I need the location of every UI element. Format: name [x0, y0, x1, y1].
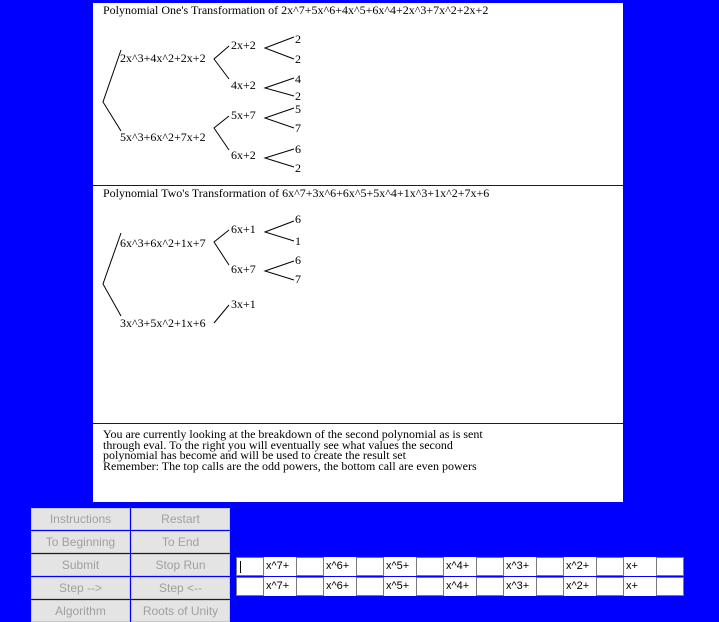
coefficient-row-2 — [235, 577, 687, 597]
tree2-leaf-branch-1 — [265, 221, 294, 241]
coefficient-input[interactable] — [476, 557, 504, 576]
tree2-branch-2: 3x^3+5x^2+1x+6 — [120, 316, 206, 330]
tree1-branch-1: 2x^3+4x^2+2x+2 — [120, 51, 206, 65]
power-label: x^7+ — [264, 557, 296, 576]
power-label: x^6+ — [324, 557, 356, 576]
message-line: through eval. To the right you will eventually see what values the second — [103, 437, 453, 452]
tree2-root-branch — [103, 233, 121, 316]
coefficient-input[interactable] — [536, 577, 564, 596]
step-forward-button[interactable]: Step --> — [31, 577, 130, 599]
algorithm-button[interactable]: Algorithm — [31, 600, 130, 622]
tree1-leaf-2: 2 — [295, 52, 301, 66]
tree2-leaf-branch-2 — [265, 261, 294, 280]
coefficient-input[interactable] — [236, 557, 264, 576]
coefficient-input[interactable] — [296, 577, 324, 596]
coefficient-input[interactable] — [356, 557, 384, 576]
submit-button[interactable]: Submit — [31, 554, 130, 576]
tree1-leaf-branch-4 — [265, 149, 294, 167]
tree1-root-branch — [103, 50, 121, 131]
power-label: x^4+ — [444, 577, 476, 596]
tree1-leaf-6: 7 — [295, 121, 301, 135]
coefficient-input[interactable] — [296, 557, 324, 576]
tree1-leaf-1: 2 — [295, 32, 301, 46]
tree2-leaf-1: 6 — [295, 212, 301, 226]
coefficient-input[interactable] — [476, 577, 504, 596]
stop-run-button[interactable]: Stop Run — [131, 554, 230, 576]
coefficient-input[interactable] — [656, 577, 684, 596]
tree1-sub-4: 6x+2 — [231, 148, 256, 162]
polynomial-two-title: Polynomial Two's Transformation of 6x^7+3x^6+6x^5+5x^4+1x^3+1x^2+7x+6 — [103, 186, 490, 200]
tree1-sub-3: 5x+7 — [231, 108, 256, 122]
tree2-sub-3: 3x+1 — [231, 297, 256, 311]
message-panel — [93, 424, 623, 502]
message-line: You are currently looking at the breakdown of the second polynomial as is sent — [103, 427, 483, 441]
tree2-branch-1: 6x^3+6x^2+1x+7 — [120, 236, 206, 250]
polynomial-one-panel — [93, 3, 623, 185]
coefficient-input[interactable] — [356, 577, 384, 596]
tree1-sub-2: 4x+2 — [231, 78, 256, 92]
step-back-button[interactable]: Step <-- — [131, 577, 230, 599]
tree1-leaf-3: 4 — [295, 72, 301, 86]
tree1-leaf-4: 2 — [295, 89, 301, 103]
to-beginning-button[interactable]: To Beginning — [31, 531, 130, 553]
power-label: x^5+ — [384, 577, 416, 596]
tree2-sub-2: 6x+7 — [231, 262, 256, 276]
message-line: polynomial has become and will be used to create the result set — [103, 448, 406, 462]
coefficient-input[interactable] — [596, 577, 624, 596]
coefficient-input[interactable] — [416, 577, 444, 596]
polynomial-two-panel — [93, 186, 623, 423]
power-label: x^5+ — [384, 557, 416, 576]
coefficient-row-1 — [235, 557, 687, 577]
coefficient-input[interactable] — [596, 557, 624, 576]
tree1-sub-1: 2x+2 — [231, 38, 256, 52]
polynomial-two-tree — [93, 186, 623, 423]
coefficient-input[interactable] — [536, 557, 564, 576]
tree2-leaf-2: 1 — [295, 234, 301, 248]
roots-of-unity-button[interactable]: Roots of Unity — [131, 600, 230, 622]
to-end-button[interactable]: To End — [131, 531, 230, 553]
power-label: x^3+ — [504, 557, 536, 576]
power-label: x+ — [624, 557, 656, 576]
power-label: x^3+ — [504, 577, 536, 596]
tree1-leaf-branch-3 — [265, 108, 294, 128]
power-label: x^4+ — [444, 557, 476, 576]
tree1-leaf-branch-1 — [265, 37, 294, 59]
text-caret — [240, 561, 241, 573]
tree2-sub-branch-2 — [214, 305, 229, 323]
coefficient-input[interactable] — [416, 557, 444, 576]
tree1-leaf-7: 6 — [295, 142, 301, 156]
power-label: x^6+ — [324, 577, 356, 596]
coefficient-input[interactable] — [236, 577, 264, 596]
restart-button[interactable]: Restart — [131, 508, 230, 530]
tree1-branch-2: 5x^3+6x^2+7x+2 — [120, 130, 206, 144]
tree2-sub-1: 6x+1 — [231, 222, 256, 236]
tree1-leaf-5: 5 — [295, 102, 301, 116]
power-label: x+ — [624, 577, 656, 596]
tree2-sub-branch-1 — [214, 230, 229, 265]
power-label: x^2+ — [564, 557, 596, 576]
polynomial-one-tree — [93, 3, 623, 185]
tree1-sub-branch-2 — [214, 116, 229, 150]
polynomial-one-title: Polynomial One's Transformation of 2x^7+5x^6+4x^5+6x^4+2x^3+7x^2+2x+2 — [103, 3, 489, 17]
instructions-button[interactable]: Instructions — [31, 508, 130, 530]
tree1-sub-branch-1 — [214, 46, 229, 79]
message-text — [103, 429, 483, 471]
tree2-leaf-4: 7 — [295, 272, 301, 286]
tree2-leaf-3: 6 — [295, 253, 301, 267]
tree1-leaf-branch-2 — [265, 78, 294, 96]
message-line: Remember: The top calls are the odd powers, the bottom call are even powers — [103, 458, 477, 473]
power-label: x^7+ — [264, 577, 296, 596]
power-label: x^2+ — [564, 577, 596, 596]
tree1-leaf-8: 2 — [295, 161, 301, 175]
coefficient-input[interactable] — [656, 557, 684, 576]
